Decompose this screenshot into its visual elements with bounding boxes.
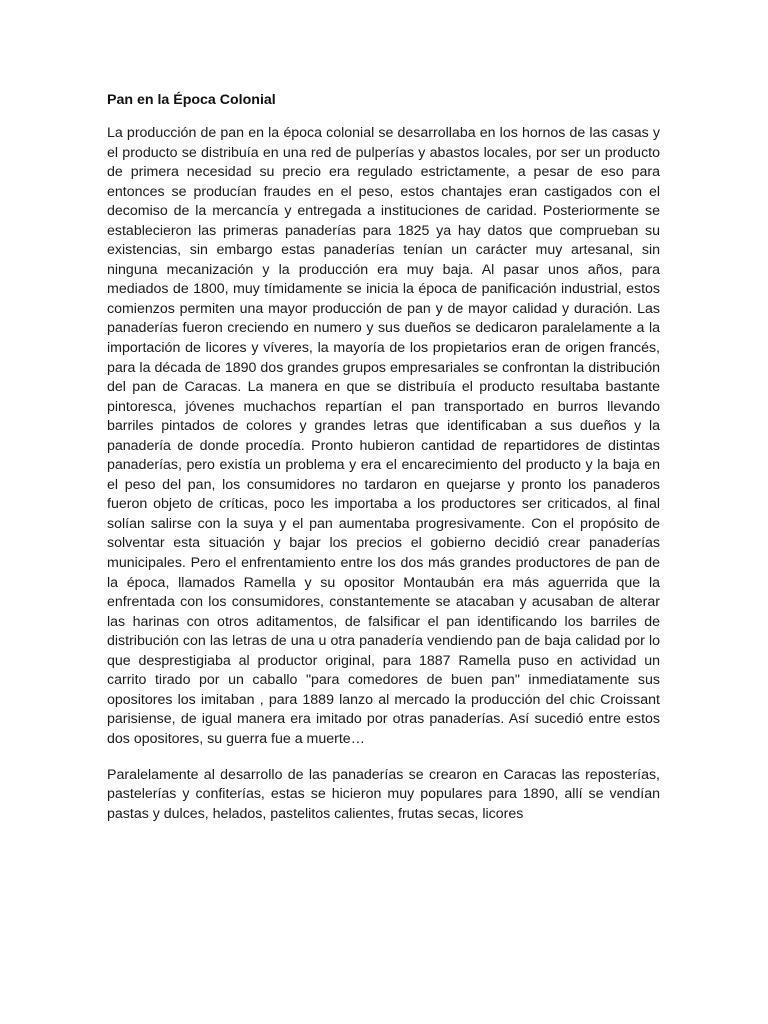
paragraph-2: Paralelamente al desarrollo de las panaderías se crearon en Caracas las reposterías, pastelerías y confiterías, estas se hicieron muy populares para 1890, allí se vendían pastas y dulces, helados, pastelitos calientes, frutas secas, licores	[107, 766, 660, 822]
document-title: Pan en la Época Colonial	[107, 92, 276, 108]
paragraph-1: La producción de pan en la época colonial se desarrollaba en los hornos de las casas y el producto se distribuía en una red de pulperías y abastos locales, por ser un producto de primera necesidad su precio era regulado estrictamente, a pesar de eso para entonces se producían fraudes en el peso, estos chantajes eran castigados con el decomiso de la mercancía y entregada a instituciones de caridad. Posteriormente se establecieron las primeras panaderías para 1825 ya hay datos que comprueban su existencias, sin embargo estas panaderías tenían un carácter muy artesanal, sin ninguna mecanización y la producción era muy baja. Al pasar unos años, para mediados de 1800, muy tímidamente se inicia la época de panificación industrial, estos comienzos permiten una mayor producción de pan y de mayor calidad y duración. Las panaderías fueron creciendo en numero y sus dueños se dedicaron paralelamente a la importación de licores y víveres, la mayoría de los propietarios eran de origen francés, para la década de 1890 dos grandes grupos empresariales se confrontan la distribución del pan de Caracas. La manera en que se distribuía el producto resultaba bastante pintoresca, jóvenes muchachos repartían el pan transportado en burros llevando barriles pintados de colores y grandes letras que identificaban a sus dueños y la panadería de donde procedía. Pronto hubieron cantidad de repartidores de distintas panaderías, pero existía un problema y era el encarecimiento del producto y la baja en el peso del pan, los consumidores no tardaron en quejarse y pronto los panaderos fueron objeto de críticas, poco les importaba a los productores ser criticados, al final solían salirse con la suya y el pan aumentaba progresivamente. Con el propósito de solventar esta situación y bajar los precios el gobierno decidió crear panaderías municipales. Pero el enfrentamiento entre los dos más grandes productores de pan de la época, llamados Ramella y su opositor Montaubán era más aguerrida que la enfrentada con los consumidores, constantemente se atacaban y acusaban de alterar las harinas con otros aditamentos, de falsificar el pan identificando los barriles de distribución con las letras de una u otra panadería vendiendo pan de baja calidad por lo que desprestigiaba al productor original, para 1887 Ramella puso en actividad un carrito tirado por un caballo "para comedores de buen pan" inmediatamente sus opositores los imitaban , para 1889 lanzo al mercado la producción del chic Croissant parisiense, de igual manera era imitado por otras panaderías. Así sucedió entre estos dos opositores, su guerra fue a muerte…	[107, 125, 660, 747]
document-body	[107, 90, 660, 840]
